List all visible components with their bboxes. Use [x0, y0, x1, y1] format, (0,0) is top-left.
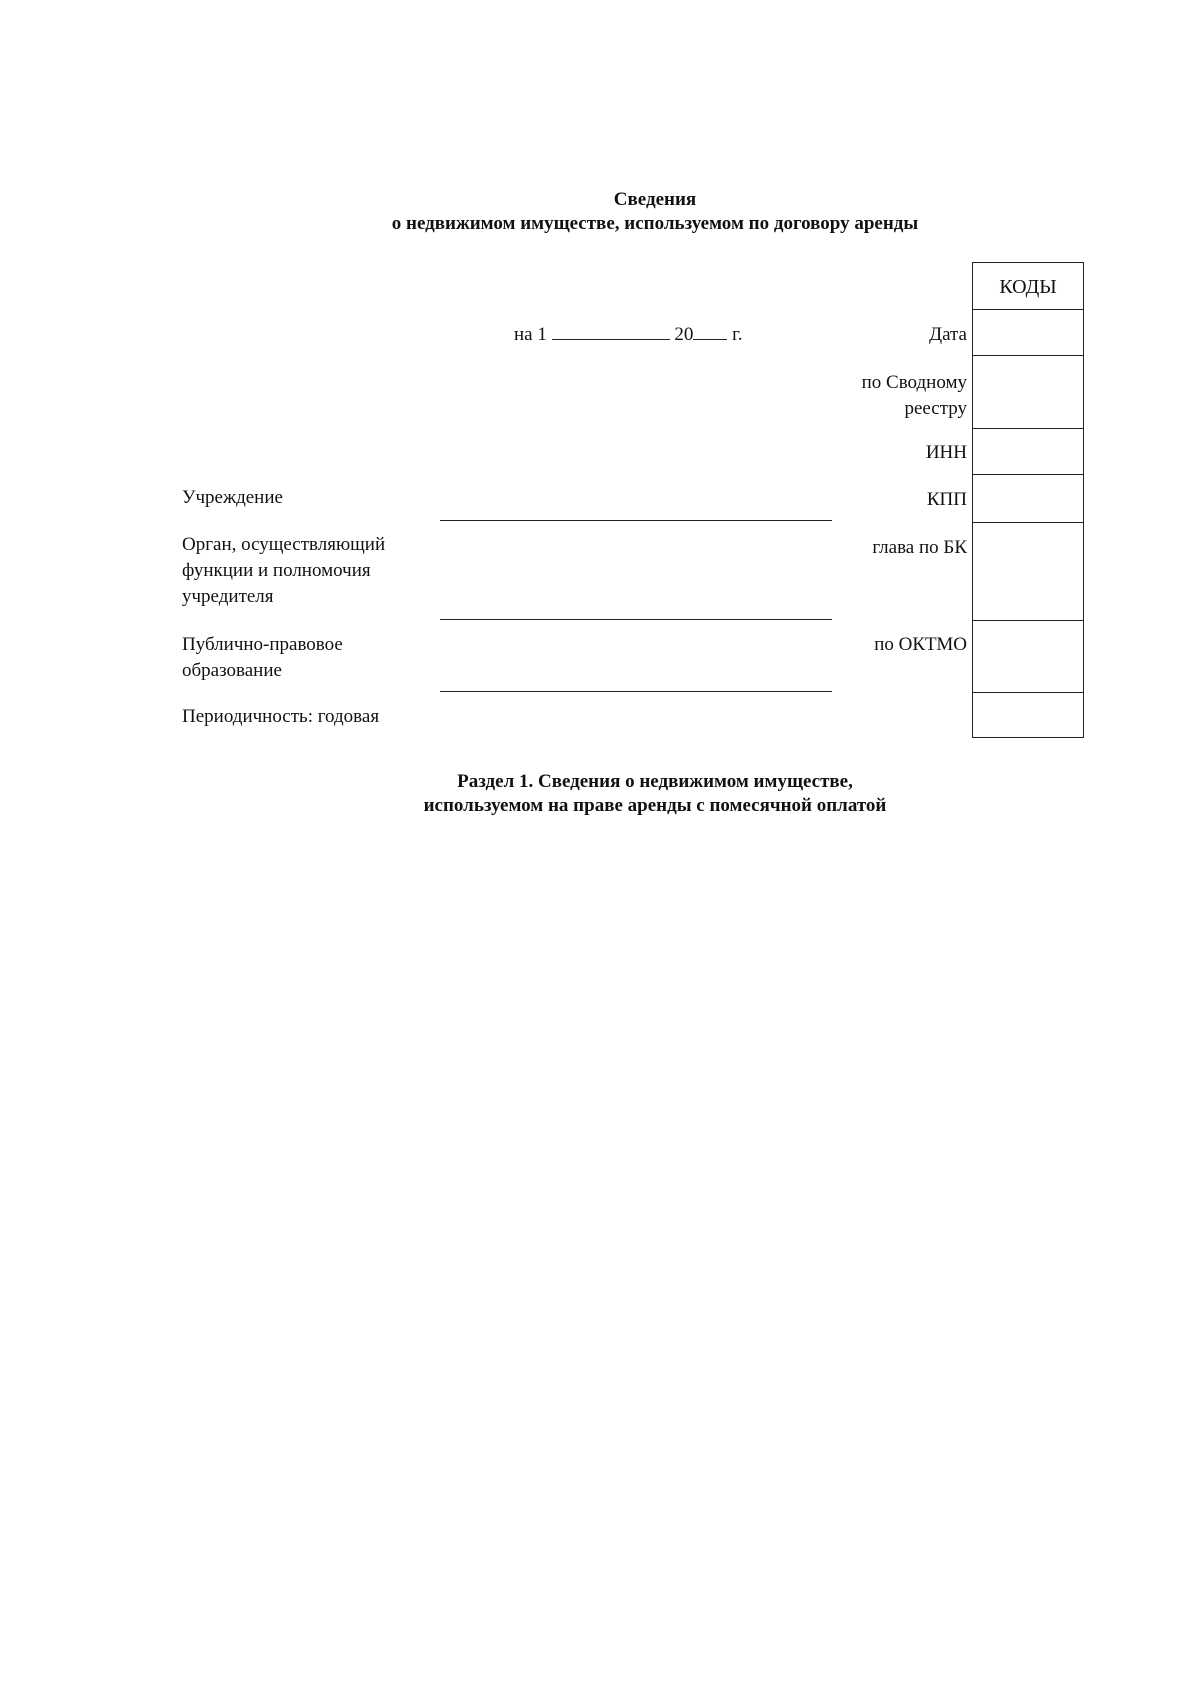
codes-label-inn: ИНН	[925, 442, 967, 463]
document-title	[0, 188, 1200, 236]
codes-cell-kpp[interactable]	[973, 475, 1083, 521]
section1-heading-line1: Раздел 1. Сведения о недвижимом имуществе,	[457, 771, 853, 792]
field-line-public-entity[interactable]	[440, 691, 832, 692]
codes-cell-bk-chapter[interactable]	[973, 523, 1083, 620]
codes-label-consolidated-registry	[727, 370, 967, 422]
field-label-founder-body-line2: функции и полномочия	[182, 560, 371, 581]
codes-label-consolidated-registry-line1: по Сводному	[861, 372, 967, 393]
field-label-public-entity-line1: Публично-правовое	[182, 634, 343, 655]
date-prefix: на 1	[514, 324, 547, 345]
field-label-founder-body-line3: учредителя	[182, 586, 274, 607]
codes-heading: КОДЫ	[999, 276, 1057, 298]
report-date-line	[514, 322, 743, 348]
field-label-periodicity: Периодичность: годовая	[182, 706, 380, 727]
date-day-month-blank[interactable]	[552, 323, 670, 340]
codes-label-consolidated-registry-line2: реестру	[904, 398, 967, 419]
codes-label-date: Дата	[929, 324, 967, 345]
field-line-institution[interactable]	[440, 520, 832, 521]
codes-label-kpp: КПП	[926, 489, 967, 510]
codes-label-oktmo: по ОКТМО	[874, 634, 967, 655]
date-year-prefix: 20	[674, 324, 694, 345]
codes-table	[972, 262, 1084, 738]
field-label-founder-body	[182, 532, 385, 610]
field-label-public-entity-line2: образование	[182, 660, 282, 681]
title-line-2: о недвижимом имуществе, используемом по договору аренды	[391, 213, 919, 234]
codes-cell-oktmo[interactable]	[973, 621, 1083, 691]
date-suffix: г.	[732, 324, 743, 345]
field-label-founder-body-line1: Орган, осуществляющий	[182, 534, 386, 555]
date-year-blank[interactable]	[693, 323, 727, 340]
codes-cell-inn[interactable]	[973, 429, 1083, 474]
field-label-public-entity	[182, 632, 343, 684]
title-line-1: Сведения	[613, 189, 697, 210]
codes-label-bk-chapter: глава по БК	[872, 537, 967, 558]
section1-heading	[0, 770, 1200, 818]
field-line-founder-body[interactable]	[440, 619, 832, 620]
codes-cell-consolidated-registry[interactable]	[973, 356, 1083, 427]
codes-cell-date[interactable]	[973, 310, 1083, 355]
section1-heading-line2: используемом на праве аренды с помесячной оплатой	[423, 795, 887, 816]
field-label-institution: Учреждение	[182, 487, 283, 508]
codes-cell-extra[interactable]	[973, 693, 1083, 737]
